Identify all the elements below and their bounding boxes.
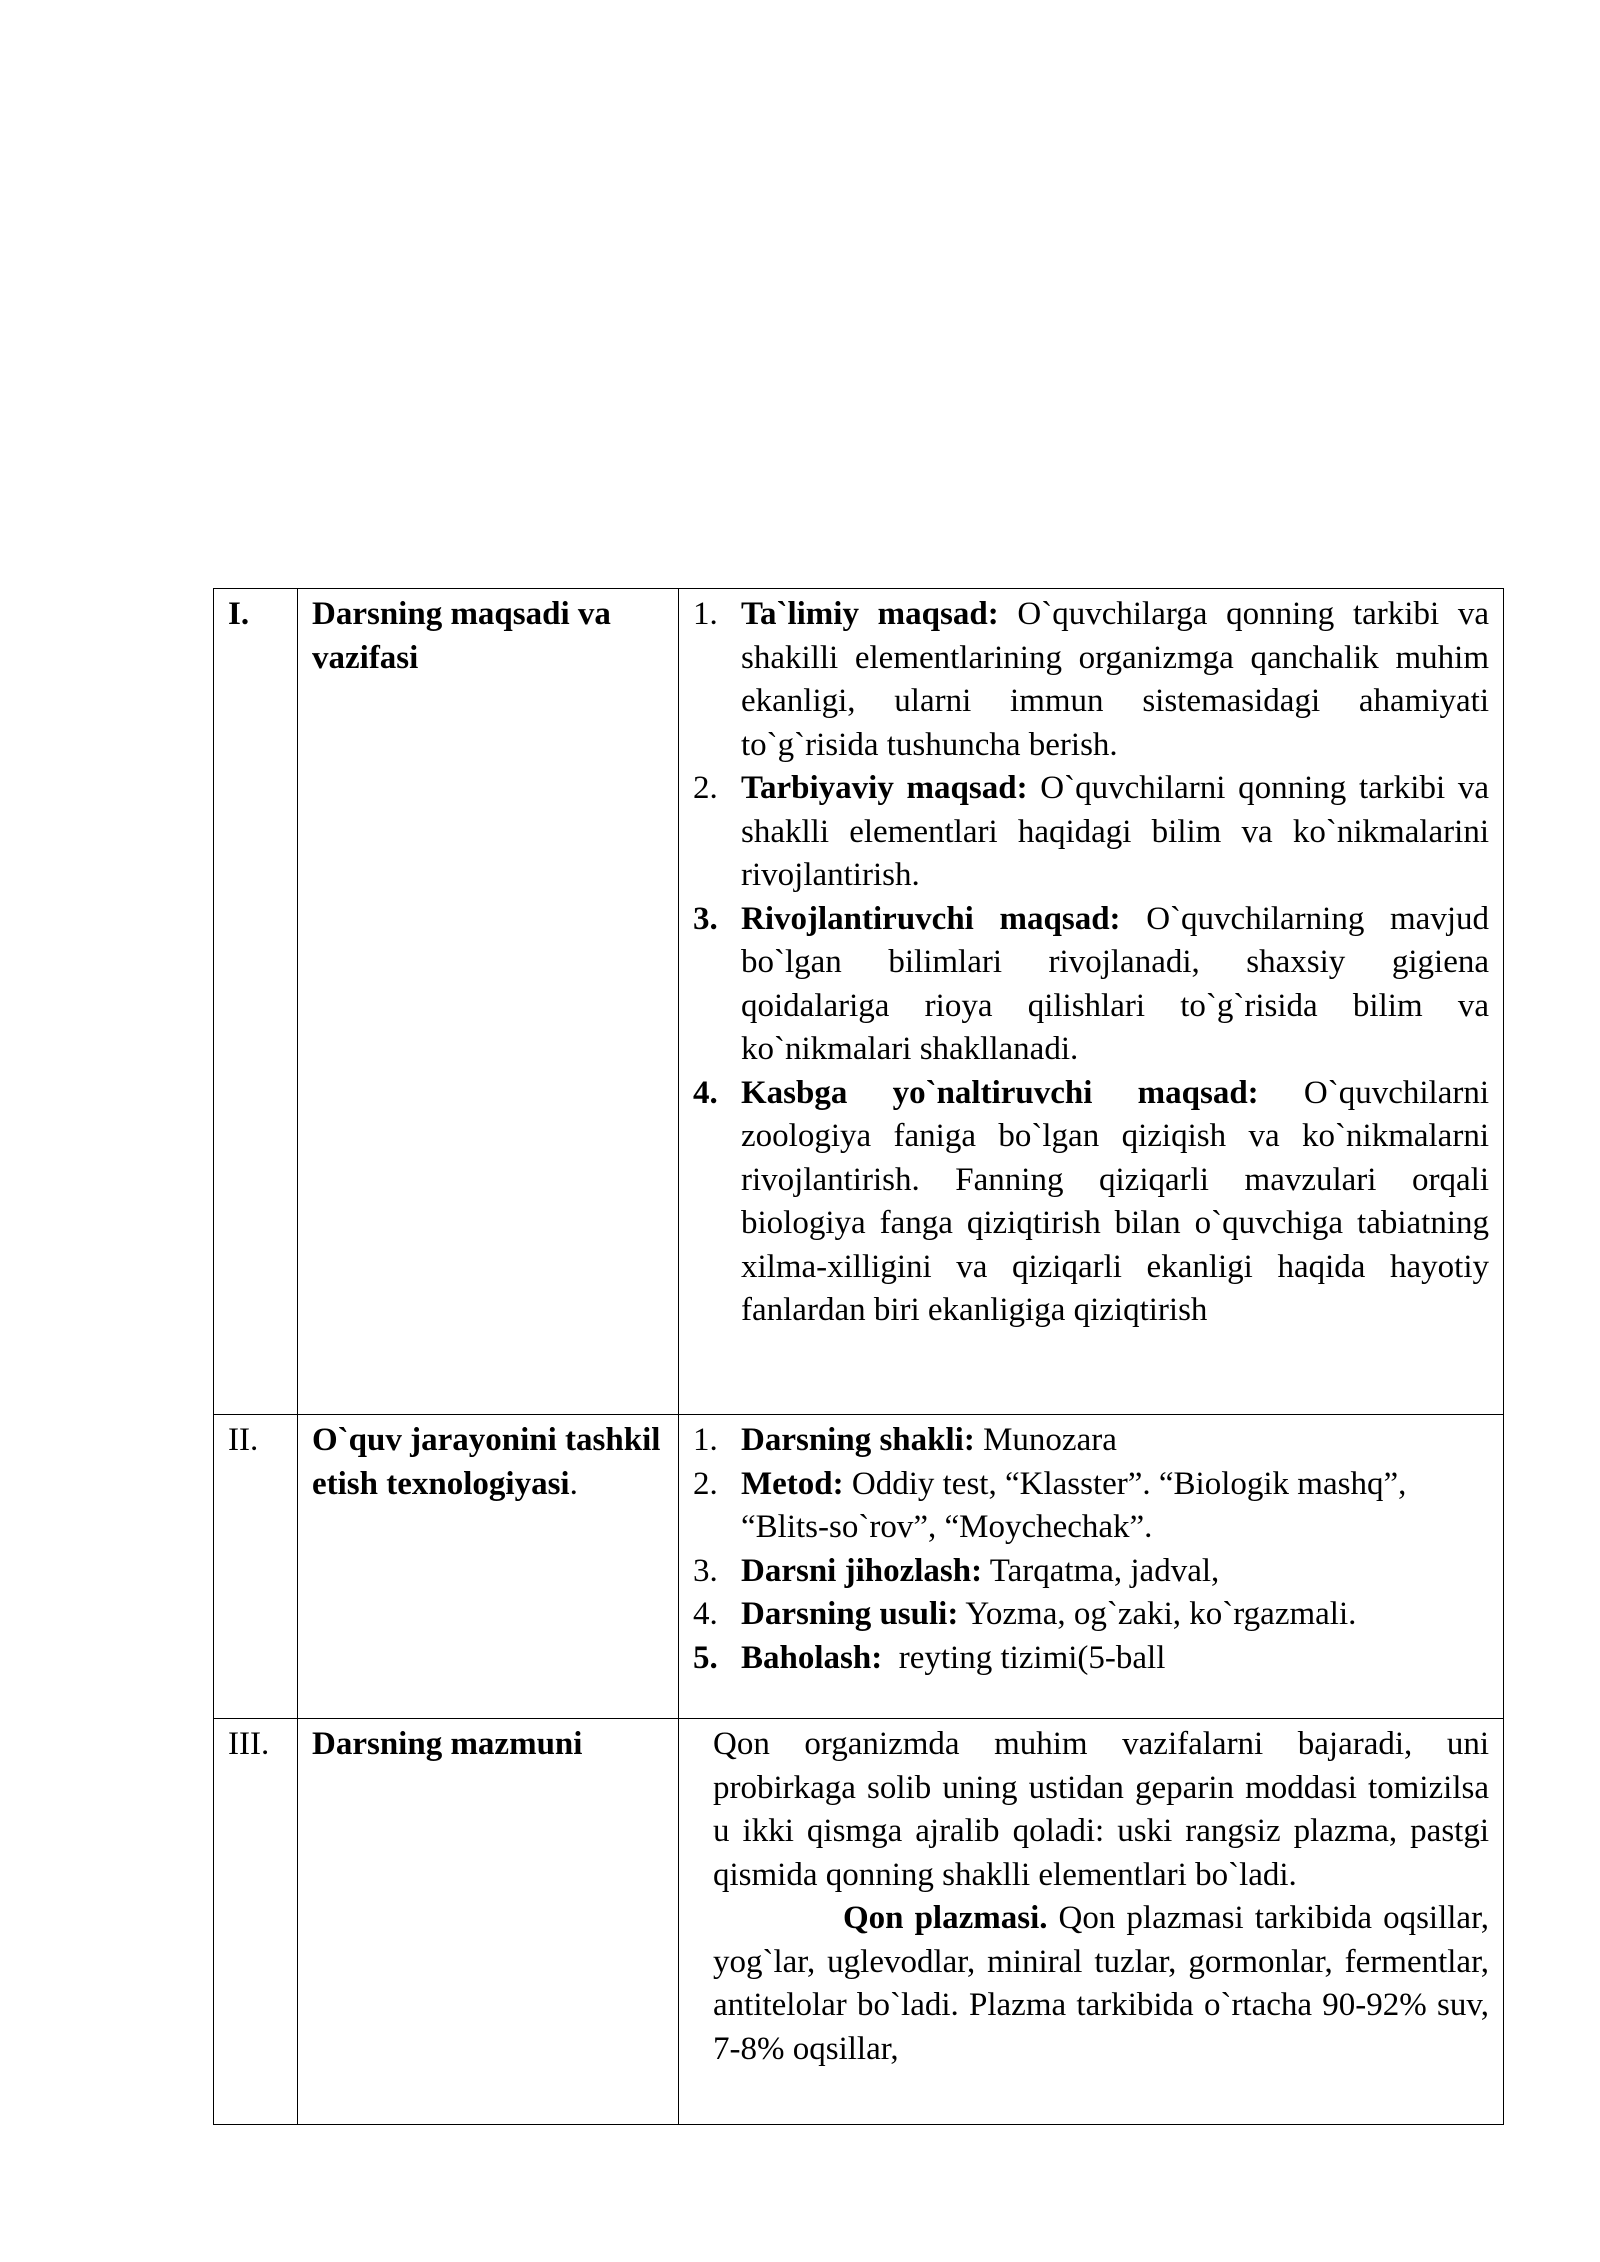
row-label: Darsning maqsadi va vazifasi — [298, 589, 679, 1415]
item-number: 3. — [693, 1552, 718, 1589]
row-number: III. — [214, 1719, 298, 2125]
row-label: Darsning mazmuni — [298, 1719, 679, 2125]
item-heading: Darsning usuli: — [741, 1596, 959, 1632]
row-label — [298, 1415, 679, 1719]
item-heading: Darsni jihozlash: — [741, 1552, 983, 1589]
paragraph-heading: Qon plazmasi. — [843, 1900, 1048, 1936]
item-number: 2. — [693, 770, 718, 806]
row-number: I. — [214, 589, 298, 1415]
lesson-plan-table — [213, 588, 1504, 2125]
item-text: Oddiy test, “Klasster”. “Biologik mashq”, “Blits-so`rov”, “Moychechak”. — [741, 1465, 1407, 1545]
list-item — [693, 767, 1489, 898]
row-content — [679, 1415, 1504, 1719]
item-heading: Rivojlantiruvchi maqsad: — [741, 900, 1121, 937]
row-number: II. — [214, 1415, 298, 1719]
item-text: O`quvchilarning mavjud bo`lgan bilimlari rivojlanadi, shaxsiy gigiena qoidalariga rioya qilishlari to`g`risida bilim va ko`nikmalari shakllanadi. — [741, 900, 1489, 1067]
item-number: 5. — [693, 1639, 718, 1676]
method-list — [693, 1419, 1489, 1680]
item-text: Yozma, og`zaki, ko`rgazmali. — [958, 1596, 1357, 1632]
item-number: 4. — [693, 1074, 718, 1111]
row-label-text: O`quv jarayonini tashkil etish texnologiyasi — [312, 1422, 661, 1502]
paragraph-text: Qon plazmasi tarkibida oqsillar, yog`lar, uglevodlar, miniral tuzlar, gormonlar, fermentlar, antitelolar bo`ladi. Plazma tarkibida o`rtacha 90-92% suv, 7-8% oqsillar, — [713, 1900, 1489, 2067]
item-heading: Metod: — [741, 1465, 844, 1502]
row-label-suffix: . — [569, 1465, 578, 1502]
list-item — [693, 1550, 1489, 1594]
item-text: O`quvchilarga qonning tarkibi va shakilli elementlarining organizmga qanchalik muhim ekanligi, ularni immun sistemasidagi ahamiyati to`g`risida tushuncha berish. — [741, 596, 1489, 763]
item-text: O`quvchilarni zoologiya faniga bo`lgan qiziqish va ko`nikmalarni rivojlantirish. Fanning qiziqarli mavzulari orqali biologiya fanga qiziqtirish bilan o`quvchiga tabiatning xilma-xilligini va qiziqarli ekanligi haqida hayotiy fanlardan biri ekanligiga qiziqtirish — [741, 1074, 1489, 1328]
goals-list — [693, 593, 1489, 1333]
item-number: 3. — [693, 900, 718, 937]
list-item — [693, 1463, 1489, 1550]
item-number: 4. — [693, 1596, 718, 1632]
table-row — [214, 589, 1504, 1415]
list-item — [693, 1419, 1489, 1463]
list-item — [693, 1637, 1489, 1681]
item-heading: Baholash: — [741, 1639, 883, 1676]
item-heading: Kasbga yo`naltiruvchi maqsad: — [741, 1074, 1259, 1111]
item-text: reyting tizimi(5-ball — [882, 1639, 1166, 1676]
item-number: 1. — [693, 596, 718, 632]
item-text: O`quvchilarni qonning tarkibi va shaklli elementlari haqidagi bilim va ko`nikmalarini rivojlantirish. — [741, 770, 1489, 893]
table-row — [214, 1415, 1504, 1719]
list-item — [693, 898, 1489, 1072]
list-item — [693, 1593, 1489, 1637]
item-heading: Darsning shakli: — [741, 1422, 975, 1458]
item-heading: Ta`limiy maqsad: — [741, 596, 999, 632]
table-row — [214, 1719, 1504, 2125]
content-paragraph: Qon organizmda muhim vazifalarni bajaradi, uni probirkaga solib uning ustidan geparin moddasi tomizilsa u ikki qismga ajralib qoladi: uski rangsiz plazma, pastgi qismida qonning shaklli elementlari bo`ladi. — [713, 1726, 1489, 1893]
item-number: 1. — [693, 1422, 718, 1458]
item-text: Munozara — [974, 1422, 1117, 1458]
list-item — [693, 593, 1489, 767]
item-heading: Tarbiyaviy maqsad: — [741, 770, 1028, 806]
list-item — [693, 1072, 1489, 1333]
item-number: 2. — [693, 1465, 718, 1502]
row-content — [679, 1719, 1504, 2125]
content-paragraph — [713, 1897, 1489, 2071]
item-text: Tarqatma, jadval, — [982, 1552, 1220, 1589]
row-content — [679, 589, 1504, 1415]
